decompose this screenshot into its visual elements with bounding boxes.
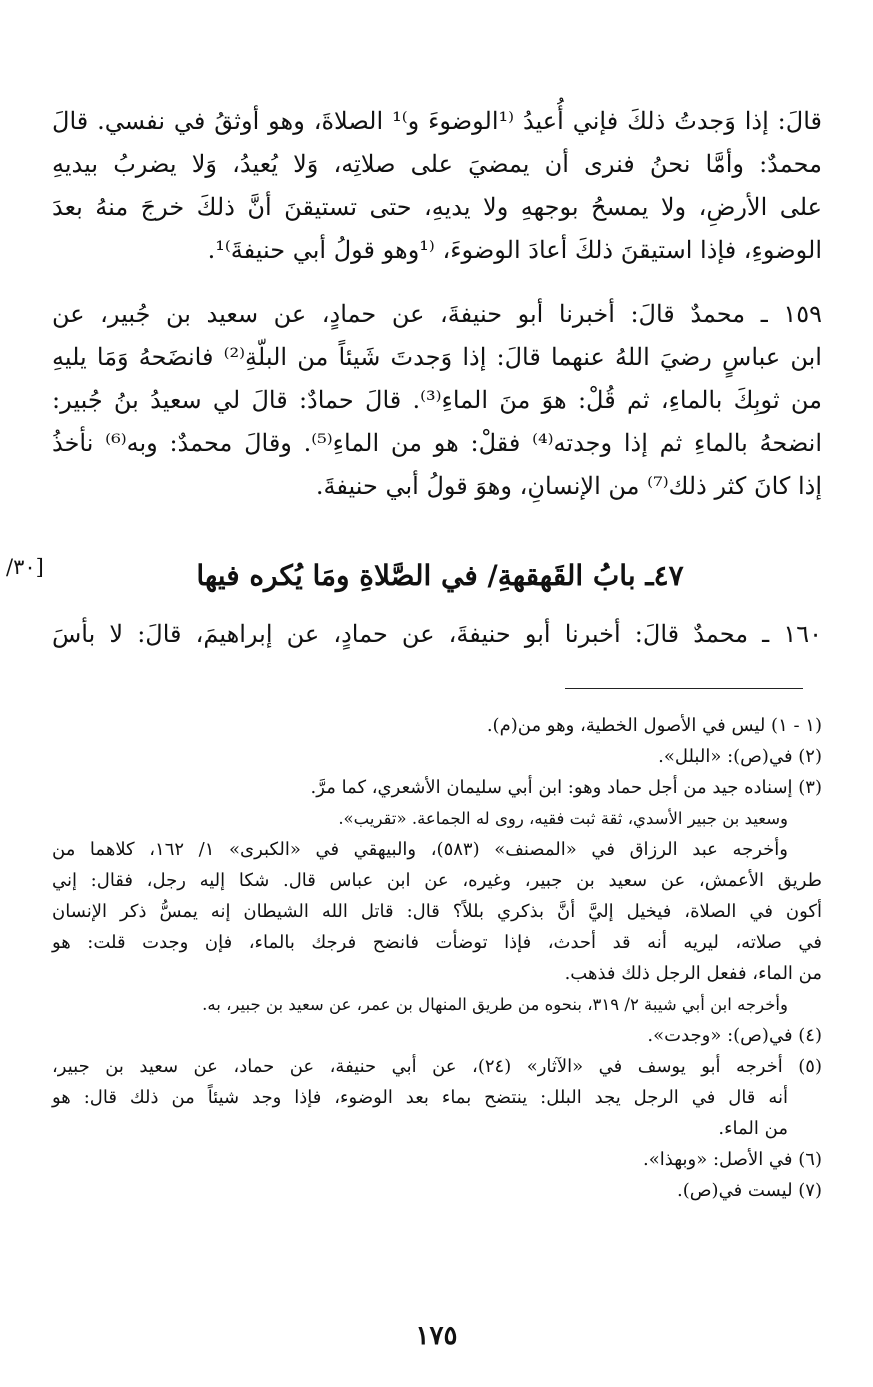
footnote-line: في صلاته، ليريه أنه قد أحدث، فإذا توضأت فانضح فرجك بالماء، فإن وجدت قلت: هو — [52, 932, 822, 953]
text-line: على الأرضِ، ولا يمسحُ بوجههِ ولا يديهِ، حتى تستيقنَ أنَّ ذلكَ خرجَ منهُ بعدَ — [52, 193, 822, 221]
footnote-line: وسعيد بن جبير الأسدي، ثقة ثبت فقيه، روى له الجماعة. «تقريب». — [338, 809, 788, 828]
footnote-line: (٧) ليست في(ص). — [677, 1180, 822, 1201]
chapter-heading: ٤٧ـ بابُ القَهقهةِ/ في الصَّلاةِ ومَا يُكره فيها — [196, 559, 684, 592]
footnote-line: أكون في الصلاة، فيخيل إليَّ أنَّ بذكري بللاً؟ قال: قاتل الله الشيطان إنه يمسُّ ذكر الإنسان — [52, 901, 822, 922]
footnote-line: (٥) أخرجه أبو يوسف في «الآثار» (٢٤)، عن أبي حنيفة، عن حماد، عن سعيد بن جبير، — [52, 1056, 822, 1077]
footnote-line: (٢) في(ص): «البلل». — [658, 746, 822, 767]
footnote-rule — [565, 688, 803, 689]
text-line: قالَ: إذا وَجدتُ ذلكَ فإني أُعيدُ ⁽¹الوضوءَ و⁾¹ الصلاةَ، وهو أوثقُ في نفسي. قالَ — [52, 107, 822, 135]
footnotes — [52, 710, 822, 1206]
text-line: محمدٌ: وأمَّا نحنُ فنرى أن يمضيَ على صلاتِه، وَلا يُعيدُ، وَلا يضربُ بيديهِ — [52, 150, 822, 178]
text-line: إذا كانَ كثر ذلك⁽⁷⁾ من الإنسانِ، وهوَ قولُ أبي حنيفةَ. — [315, 472, 822, 500]
footnote-line: (٣) إسناده جيد من أجل حماد وهو: ابن أبي سليمان الأشعري، كما مرَّ. — [310, 777, 822, 798]
text-line: انضحهُ بالماءِ ثم إذا وجدته⁽⁴⁾ فقلْ: هو من الماءِ⁽⁵⁾. وقالَ محمدٌ: وبه⁽⁶⁾ نأخذُ — [52, 429, 823, 457]
text-line-159: ١٥٩ ـ محمدٌ قالَ: أخبرنا أبو حنيفةَ، عن حمادٍ، عن سعيد بن جُبير، عن — [52, 300, 822, 328]
text-line-160: ١٦٠ ـ محمدٌ قالَ: أخبرنا أبو حنيفةَ، عن حمادٍ، عن إبراهيمَ، قالَ: لا بأسَ — [52, 620, 822, 648]
footnote-line: من الماء. — [718, 1118, 788, 1139]
footnote-line: (٦) في الأصل: «وبهذا». — [643, 1149, 822, 1170]
page-number: ١٧٥ — [415, 1321, 458, 1351]
manuscript-page-ref: [٣٠/ — [6, 555, 44, 579]
paragraph-gap — [52, 272, 822, 293]
main-text — [52, 100, 822, 508]
footnote-line: وأخرجه ابن أبي شيبة ٢/ ٣١٩، بنحوه من طريق المنهال بن عمر، عن سعيد بن جبير، به. — [202, 995, 788, 1014]
footnote-line: (٤) في(ص): «وجدت». — [647, 1025, 822, 1046]
footnote-line: من الماء، ففعل الرجل ذلك فذهب. — [564, 963, 822, 984]
text-line: الوضوءِ، فإذا استيقنَ ذلكَ أعادَ الوضوءَ، ⁽¹وهو قولُ أبي حنيفةَ⁾¹. — [207, 236, 822, 264]
text-line: من ثوبِكَ بالماءِ، ثم قُلْ: هوَ منَ الماءِ⁽³⁾. قالَ حمادٌ: قالَ لي سعيدُ بنُ جُبير: — [52, 386, 823, 414]
footnote-line: (١ - ١) ليس في الأصول الخطية، وهو من(م). — [486, 715, 822, 736]
footnote-line: طريق الأعمش، عن سعيد بن جبير، وغيره، عن ابن عباس قال. شكا إليه رجل، فقال: إني — [52, 870, 822, 891]
footnote-line: أنه قال في الرجل يجد البلل: ينتضح بماء بعد الوضوء، فإذا وجد شيئاً من ذلك قال: هو — [52, 1087, 788, 1108]
text-line: ابن عباسٍ رضيَ اللهُ عنهما قالَ: إذا وَجدتَ شَيئاً من البلّةِ⁽²⁾ فانضَحهُ وَمَا يليهِ — [52, 343, 822, 371]
footnote-line: وأخرجه عبد الرزاق في «المصنف» (٥٨٣)، والبيهقي في «الكبرى» ١/ ١٦٢، كلاهما من — [52, 839, 788, 860]
